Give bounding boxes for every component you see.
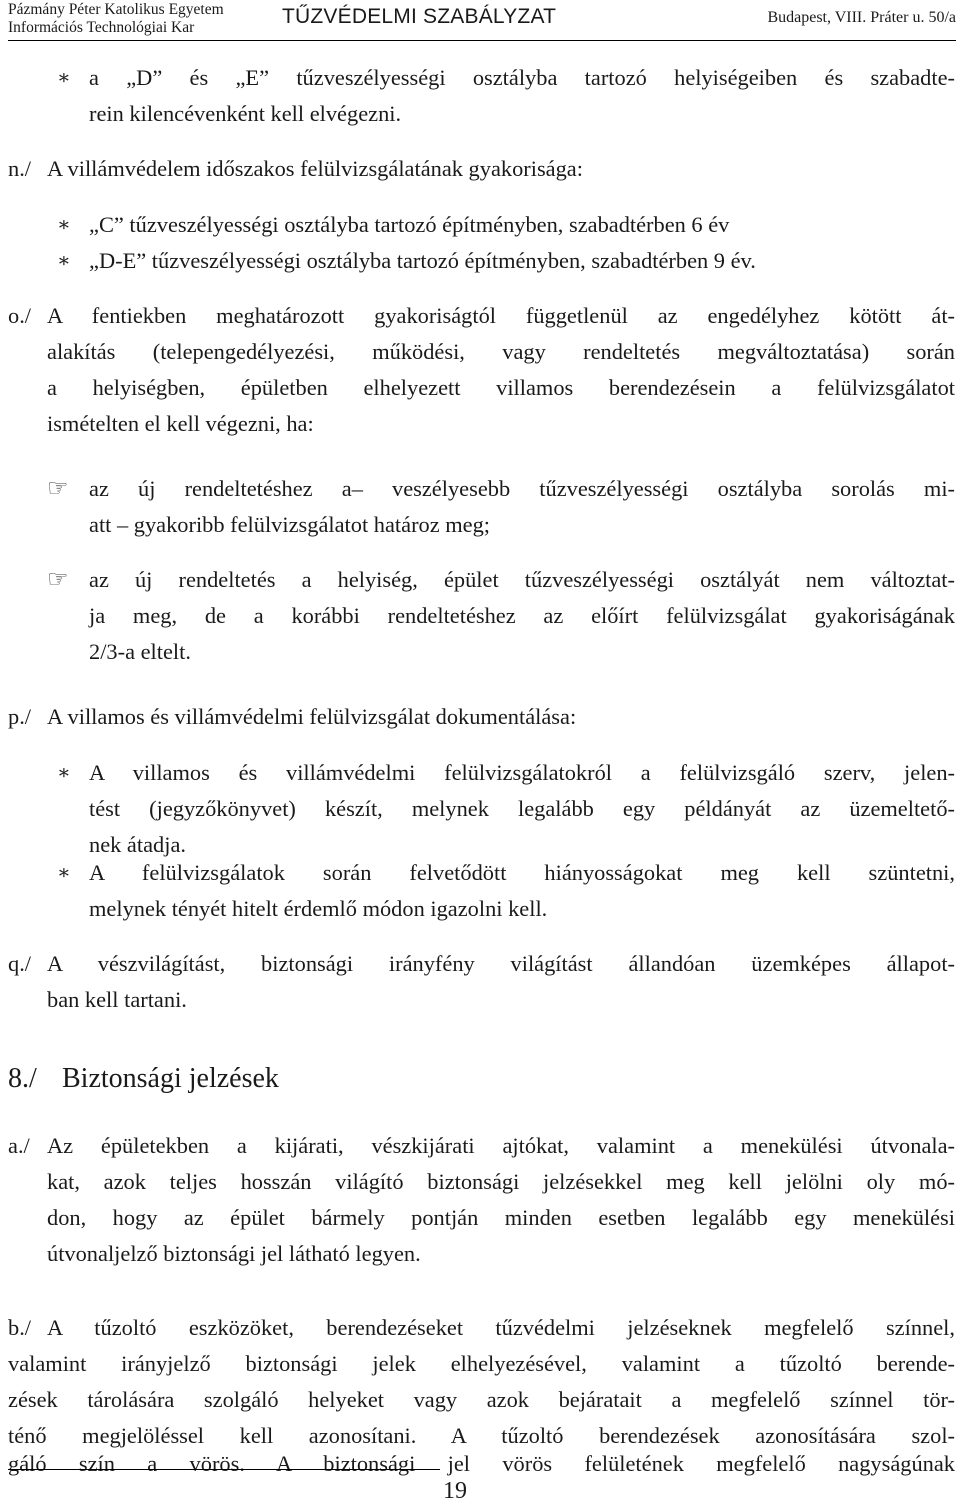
item-b-line-1: A tűzoltó eszközöket, berendezéseket tűzvédelmi jelzéseknek megfelelő színnel,	[47, 1315, 955, 1340]
institution-line-1: Pázmány Péter Katolikus Egyetem	[8, 1, 224, 18]
item-o-line-4: ismételten el kell végezni, ha:	[47, 411, 314, 436]
item-o-line-2: alakítás (telepengedélyezési, működési, vagy rendeltetés megváltoztatása) során	[47, 339, 955, 364]
item-label-q: q./	[8, 951, 32, 976]
asterisk-icon: ∗	[57, 214, 71, 236]
item-n-text: A villámvédelem időszakos felülvizsgálatának gyakorisága:	[47, 156, 583, 181]
item-n-bullet-2: „D-E” tűzveszélyességi osztályba tartozó építményben, szabadtérben 9 év.	[89, 248, 756, 273]
institution-name	[8, 1, 224, 37]
document-title: TŰZVÉDELMI SZABÁLYZAT	[282, 5, 557, 28]
item-a-line-2: kat, azok teljes hosszán világító biztonsági jelzésekkel meg kell jelölni oly mó-	[47, 1169, 955, 1194]
intro-line-1: a „D” és „E” tűzveszélyességi osztályba tartozó helyiségeiben és szabadte-	[89, 65, 955, 90]
section-title: Biztonsági jelzések	[62, 1063, 279, 1094]
item-o-line-1: A fentiekben meghatározott gyakoriságtól függetlenül az engedélyhez kötött át-	[47, 303, 955, 328]
item-p-bullet-1-line-2: tést (jegyzőkönyvet) készít, melynek legalább egy példányát az üzemeltető-	[89, 796, 955, 821]
asterisk-icon: ∗	[57, 762, 71, 784]
intro-line-2: rein kilencévenként kell elvégezni.	[89, 101, 402, 126]
asterisk-icon: ∗	[57, 862, 71, 884]
item-q-line-1: A vészvilágítást, biztonsági irányfény világítást állandóan üzemképes állapot-	[47, 951, 955, 976]
item-label-n: n./	[8, 156, 32, 181]
page-header	[8, 0, 956, 41]
asterisk-icon: ∗	[57, 67, 71, 89]
item-label-a: a./	[8, 1133, 30, 1158]
item-a-line-3: don, hogy az épület bármely pontján minden esetben legalább egy menekülési	[47, 1205, 955, 1230]
pointing-hand-icon: ☞	[47, 476, 69, 502]
condition-1-line-1: az új rendeltetéshez a– veszélyesebb tűzveszélyességi osztályba sorolás mi-	[89, 476, 955, 501]
item-b-line-3: zések tárolására szolgáló helyeket vagy azok bejáratait a megfelelő színnel tör-	[8, 1387, 955, 1412]
page-number: 19	[443, 1478, 467, 1504]
item-label-b: b./	[8, 1315, 32, 1340]
item-p-text: A villamos és villámvédelmi felülvizsgálat dokumentálása:	[47, 704, 577, 729]
item-p-bullet-1-line-1: A villamos és villámvédelmi felülvizsgálatokról a felülvizsgáló szerv, jelen-	[89, 760, 955, 785]
address: Budapest, VIII. Práter u. 50/a	[767, 9, 956, 26]
item-p-bullet-2-line-1: A felülvizsgálatok során felvetődött hiányosságokat meg kell szüntetni,	[89, 860, 955, 885]
item-b-line-5: gáló szín a vörös. A biztonsági jel vörös felületének megfelelő nagyságúnak	[8, 1451, 955, 1476]
condition-2-line-3: 2/3-a eltelt.	[89, 639, 191, 664]
asterisk-icon: ∗	[57, 250, 71, 272]
pointing-hand-icon: ☞	[47, 567, 69, 593]
section-number: 8./	[8, 1063, 37, 1094]
condition-2-line-2: ja meg, de a korábbi rendeltetéshez az előírt felülvizsgálat gyakoriságának	[89, 603, 955, 628]
item-a-line-4: útvonaljelző biztonsági jel látható legyen.	[47, 1241, 421, 1266]
item-a-line-1: Az épületekben a kijárati, vészkijárati ajtókat, valamint a menekülési útvonala-	[47, 1133, 955, 1158]
item-q-line-2: ban kell tartani.	[47, 987, 187, 1012]
item-p-bullet-1-line-3: nek átadja.	[89, 832, 186, 857]
institution-line-2: Információs Technológiai Kar	[8, 19, 195, 36]
item-b-line-4: ténő megjelöléssel kell azonosítani. A tűzoltó berendezések azonosítására szol-	[8, 1423, 955, 1448]
item-label-p: p./	[8, 704, 32, 729]
item-o-line-3: a helyiségben, épületben elhelyezett villamos berendezésein a felülvizsgálatot	[47, 375, 955, 400]
item-b-line-2: valamint irányjelző biztonsági jelek elhelyezésével, valamint a tűzoltó berende-	[8, 1351, 955, 1376]
item-n-bullet-1: „C” tűzveszélyességi osztályba tartozó építményben, szabadtérben 6 év	[89, 212, 730, 237]
footer-divider	[8, 1469, 440, 1470]
item-p-bullet-2-line-2: melynek tényét hitelt érdemlő módon igazolni kell.	[89, 896, 548, 921]
item-label-o: o./	[8, 303, 32, 328]
condition-1-line-2: att – gyakoribb felülvizsgálatot határoz meg;	[89, 512, 491, 537]
condition-2-line-1: az új rendeltetés a helyiség, épület tűzveszélyességi osztályát nem változtat-	[89, 567, 955, 592]
